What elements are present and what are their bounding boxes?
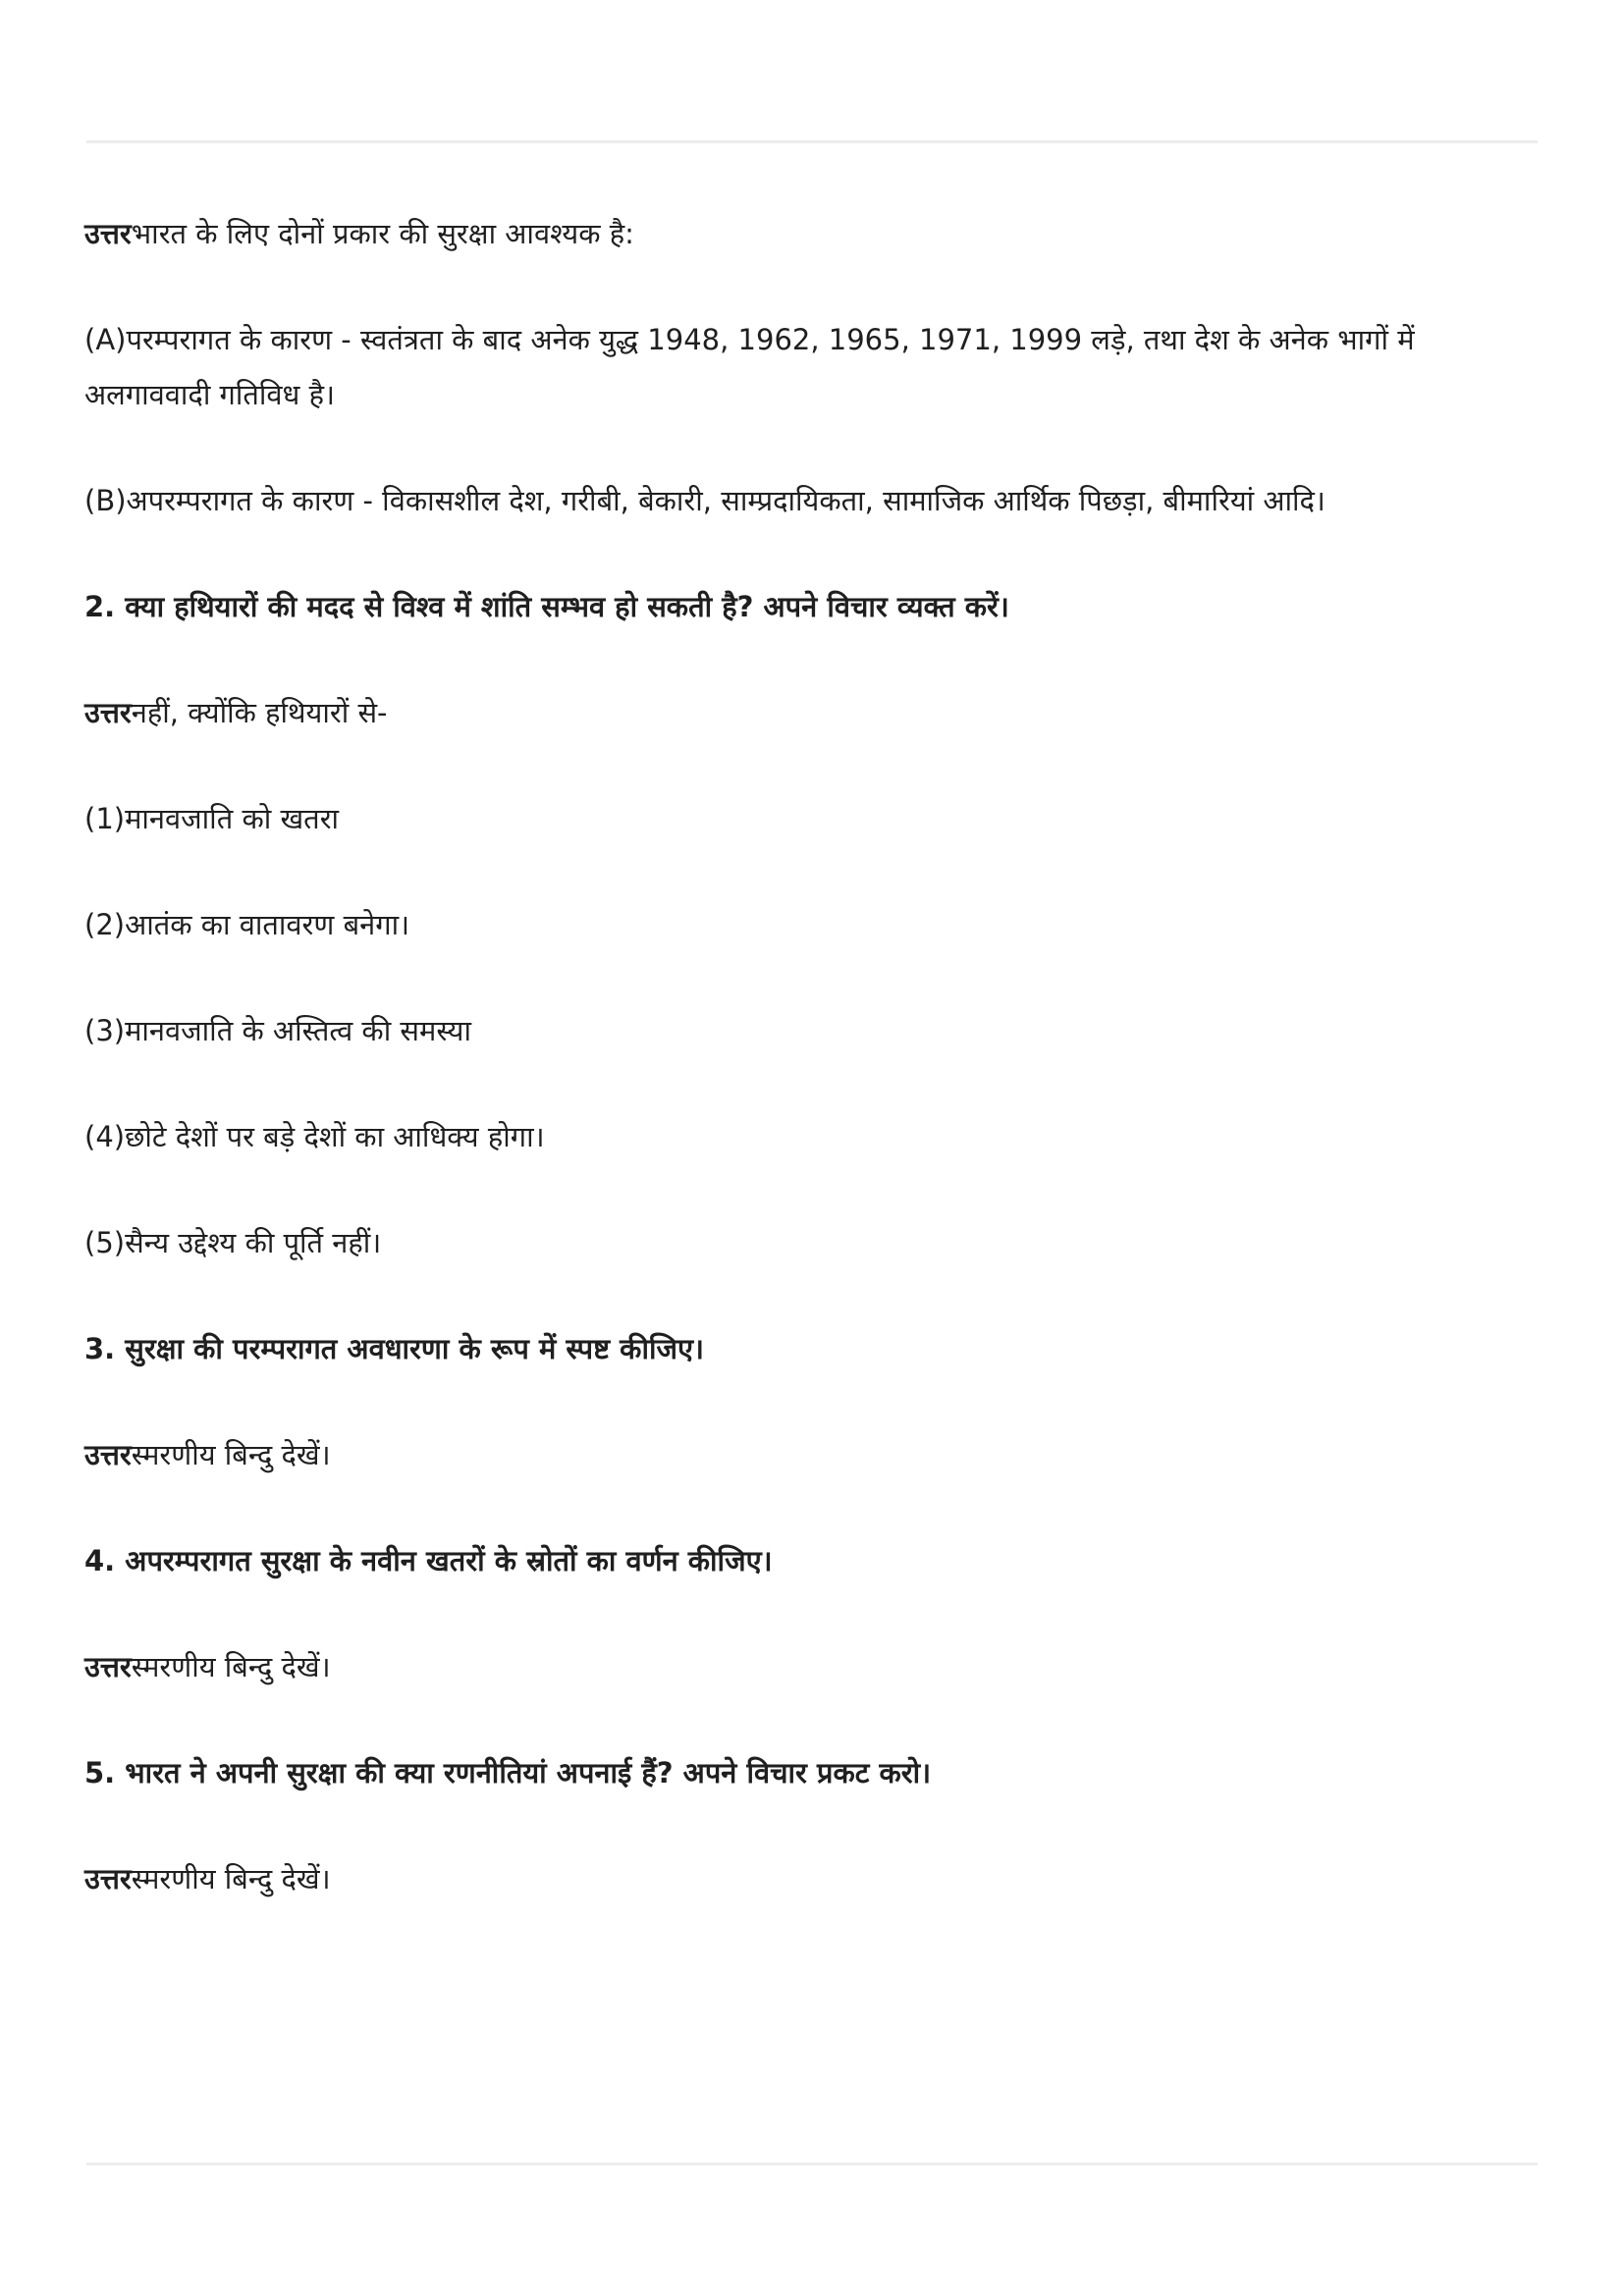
answer-paragraph [84, 1427, 1538, 1482]
answer-paragraph [84, 206, 1538, 261]
answer-text: स्मरणीय बिन्दु देखें। [131, 1650, 331, 1683]
list-item: (3)मानवजाति के अस्तित्व की समस्या [84, 1014, 471, 1047]
question-4: 4. अपरम्परागत सुरक्षा के नवीन खतरों के स्रोतों का वर्णन कीजिए। [84, 1544, 773, 1577]
answer-paragraph [84, 685, 1538, 740]
answer-paragraph [84, 1639, 1538, 1694]
answer-text: भारत के लिए दोनों प्रकार की सुरक्षा आवश्यक है: [131, 217, 634, 250]
list-item: (4)छोटे देशों पर बड़े देशों का आधिक्य होगा। [84, 1120, 545, 1153]
reason-a-paragraph: (A)परम्परागत के कारण - स्वतंत्रता के बाद अनेक युद्ध 1948, 1962, 1965, 1971, 1999 लड़े, तथा देश के अनेक भागों में अलगाववादी गतिविध है। [84, 323, 1415, 411]
answer-text: स्मरणीय बिन्दु देखें। [131, 1862, 331, 1896]
answer-label: उत्तर [84, 696, 132, 729]
answer-label: उत्तर [84, 1438, 132, 1471]
question-2: 2. क्या हथियारों की मदद से विश्व में शांति सम्भव हो सकती है? अपने विचार व्यक्त करें। [84, 590, 1009, 623]
reason-b-paragraph: (B)अपरम्परागत के कारण - विकासशील देश, गरीबी, बेकारी, साम्प्रदायिकता, सामाजिक आर्थिक पिछड़ा, बीमारियां आदि। [84, 484, 1325, 517]
answer-text: स्मरणीय बिन्दु देखें। [131, 1438, 331, 1471]
question-5: 5. भारत ने अपनी सुरक्षा की क्या रणनीतियां अपनाई हैं? अपने विचार प्रकट करो। [84, 1756, 932, 1789]
bottom-divider [86, 2163, 1538, 2165]
list-item: (5)सैन्य उद्देश्य की पूर्ति नहीं। [84, 1226, 382, 1259]
answer-label: उत्तर [84, 1862, 132, 1896]
question-3: 3. सुरक्षा की परम्परागत अवधारणा के रूप में स्पष्ट कीजिए। [84, 1332, 705, 1365]
top-divider [86, 140, 1538, 143]
answer-paragraph [84, 1851, 1538, 1906]
answer-label: उत्तर [84, 217, 132, 250]
answer-text: नहीं, क्योंकि हथियारों से- [131, 696, 388, 729]
list-item: (1)मानवजाति को खतरा [84, 802, 340, 835]
document-body [84, 206, 1538, 1957]
answer-label: उत्तर [84, 1650, 132, 1683]
list-item: (2)आतंक का वातावरण बनेगा। [84, 908, 410, 941]
